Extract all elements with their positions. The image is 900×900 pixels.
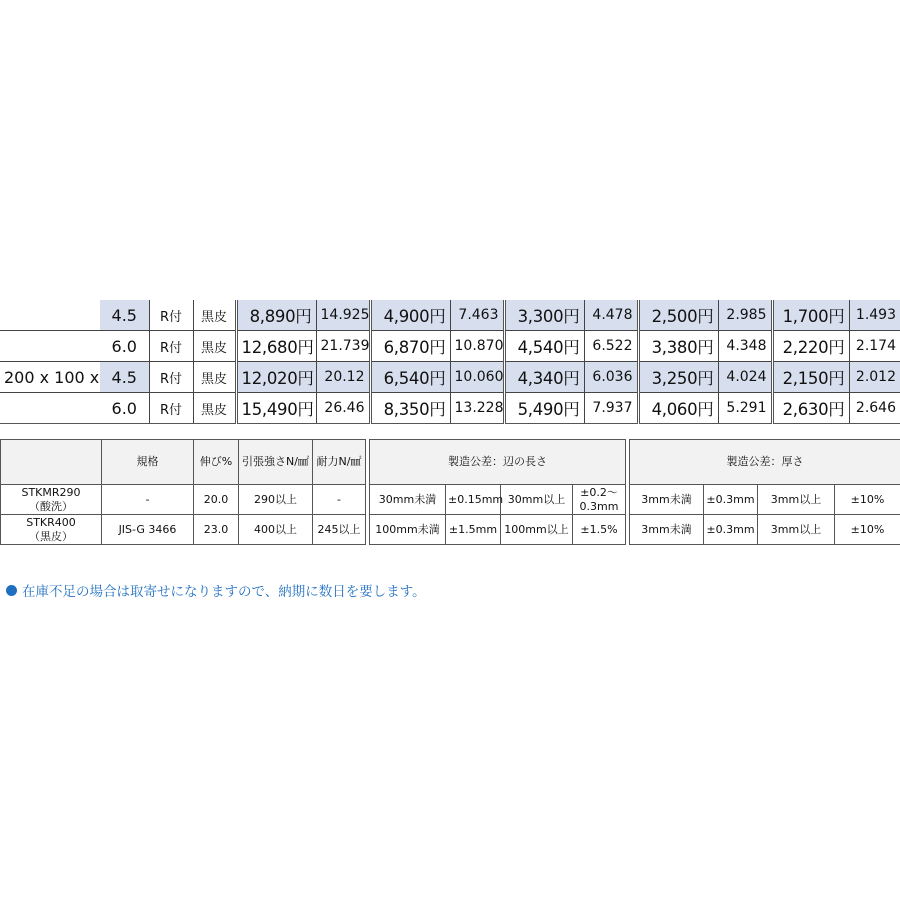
weight-cell: 20.12 bbox=[316, 362, 370, 393]
spec-header-side-tolerance: 製造公差：辺の長さ bbox=[370, 440, 626, 485]
finish-label: 黒皮 bbox=[193, 393, 236, 424]
price-row bbox=[0, 362, 900, 393]
price-cell: 2,500円 bbox=[638, 300, 718, 331]
side-tolerance-cell: ±1.5% bbox=[573, 515, 626, 545]
price-cell: 2,150円 bbox=[772, 362, 849, 393]
grade-value: - bbox=[102, 485, 194, 515]
bullet-dot-icon bbox=[6, 585, 17, 596]
side-tolerance-cell: 100mm以上 bbox=[501, 515, 573, 545]
thickness-value: 4.5 bbox=[100, 300, 149, 331]
stock-note bbox=[6, 580, 426, 600]
weight-cell: 4.348 bbox=[718, 331, 772, 362]
thickness-tolerance-cell: ±0.3mm bbox=[704, 515, 758, 545]
spec-header-yield: 耐力N/㎟ bbox=[313, 440, 366, 485]
spec-header-tensile: 引張強さN/㎟ bbox=[239, 440, 313, 485]
price-cell: 8,350円 bbox=[370, 393, 450, 424]
r-type-label: R付 bbox=[149, 331, 193, 362]
price-cell: 1,700円 bbox=[772, 300, 849, 331]
finish-label: 黒皮 bbox=[193, 300, 236, 331]
finish-label: 黒皮 bbox=[193, 331, 236, 362]
price-cell: 6,870円 bbox=[370, 331, 450, 362]
weight-cell: 13.228 bbox=[450, 393, 504, 424]
yield-value: 245以上 bbox=[313, 515, 366, 545]
price-cell: 2,630円 bbox=[772, 393, 849, 424]
spec-table bbox=[0, 439, 900, 545]
weight-cell: 2.646 bbox=[849, 393, 900, 424]
weight-cell: 2.985 bbox=[718, 300, 772, 331]
price-cell: 4,540円 bbox=[504, 331, 584, 362]
spec-row bbox=[1, 515, 900, 545]
weight-cell: 7.463 bbox=[450, 300, 504, 331]
side-tolerance-cell: 30mm以上 bbox=[501, 485, 573, 515]
spec-header-row bbox=[1, 440, 900, 485]
size-label: 200 x 100 x bbox=[0, 362, 100, 393]
material-label: STKMR290 （酸洗） bbox=[1, 485, 102, 515]
price-row bbox=[0, 331, 900, 362]
spec-row bbox=[1, 485, 900, 515]
spec-header-grade: 規格 bbox=[102, 440, 194, 485]
weight-cell: 7.937 bbox=[584, 393, 638, 424]
price-cell: 3,380円 bbox=[638, 331, 718, 362]
weight-cell: 6.036 bbox=[584, 362, 638, 393]
tensile-value: 400以上 bbox=[239, 515, 313, 545]
weight-cell: 6.522 bbox=[584, 331, 638, 362]
thickness-tolerance-cell: 3mm以上 bbox=[758, 485, 835, 515]
size-label bbox=[0, 300, 100, 331]
weight-cell: 21.739 bbox=[316, 331, 370, 362]
weight-cell: 2.012 bbox=[849, 362, 900, 393]
weight-cell: 4.478 bbox=[584, 300, 638, 331]
price-cell: 12,680円 bbox=[236, 331, 316, 362]
price-cell: 4,340円 bbox=[504, 362, 584, 393]
thickness-tolerance-cell: ±10% bbox=[835, 515, 900, 545]
spec-header-thickness-tolerance: 製造公差：厚さ bbox=[630, 440, 900, 485]
spec-header-elongation: 伸び% bbox=[194, 440, 239, 485]
price-cell: 3,300円 bbox=[504, 300, 584, 331]
finish-label: 黒皮 bbox=[193, 362, 236, 393]
thickness-value: 6.0 bbox=[100, 331, 149, 362]
price-cell: 5,490円 bbox=[504, 393, 584, 424]
r-type-label: R付 bbox=[149, 300, 193, 331]
thickness-tolerance-cell: 3mm以上 bbox=[758, 515, 835, 545]
grade-value: JIS-G 3466 bbox=[102, 515, 194, 545]
side-tolerance-cell: ±1.5mm bbox=[446, 515, 501, 545]
price-cell: 15,490円 bbox=[236, 393, 316, 424]
size-label bbox=[0, 331, 100, 362]
price-row bbox=[0, 393, 900, 424]
elongation-value: 23.0 bbox=[194, 515, 239, 545]
price-row bbox=[0, 300, 900, 331]
weight-cell: 5.291 bbox=[718, 393, 772, 424]
elongation-value: 20.0 bbox=[194, 485, 239, 515]
thickness-tolerance-cell: 3mm未満 bbox=[630, 485, 704, 515]
weight-cell: 10.870 bbox=[450, 331, 504, 362]
weight-cell: 4.024 bbox=[718, 362, 772, 393]
r-type-label: R付 bbox=[149, 362, 193, 393]
thickness-tolerance-cell: ±10% bbox=[835, 485, 900, 515]
thickness-tolerance-cell: ±0.3mm bbox=[704, 485, 758, 515]
weight-cell: 1.493 bbox=[849, 300, 900, 331]
side-tolerance-cell: 100mm未満 bbox=[370, 515, 446, 545]
spec-header-material bbox=[1, 440, 102, 485]
thickness-value: 4.5 bbox=[100, 362, 149, 393]
weight-cell: 14.925 bbox=[316, 300, 370, 331]
price-cell: 3,250円 bbox=[638, 362, 718, 393]
weight-cell: 26.46 bbox=[316, 393, 370, 424]
weight-cell: 2.174 bbox=[849, 331, 900, 362]
material-label: STKR400 （黒皮） bbox=[1, 515, 102, 545]
r-type-label: R付 bbox=[149, 393, 193, 424]
price-cell: 4,900円 bbox=[370, 300, 450, 331]
size-label bbox=[0, 393, 100, 424]
thickness-value: 6.0 bbox=[100, 393, 149, 424]
price-cell: 8,890円 bbox=[236, 300, 316, 331]
tensile-value: 290以上 bbox=[239, 485, 313, 515]
price-table bbox=[0, 300, 900, 424]
side-tolerance-cell: ±0.15mm bbox=[446, 485, 501, 515]
stock-note-text: 在庫不足の場合は取寄せになりますので、納期に数日を要します。 bbox=[22, 584, 426, 600]
price-cell: 4,060円 bbox=[638, 393, 718, 424]
yield-value: - bbox=[313, 485, 366, 515]
thickness-tolerance-cell: 3mm未満 bbox=[630, 515, 704, 545]
weight-cell: 10.060 bbox=[450, 362, 504, 393]
side-tolerance-cell: ±0.2～ 0.3mm bbox=[573, 485, 626, 515]
price-cell: 12,020円 bbox=[236, 362, 316, 393]
price-cell: 2,220円 bbox=[772, 331, 849, 362]
side-tolerance-cell: 30mm未満 bbox=[370, 485, 446, 515]
price-cell: 6,540円 bbox=[370, 362, 450, 393]
